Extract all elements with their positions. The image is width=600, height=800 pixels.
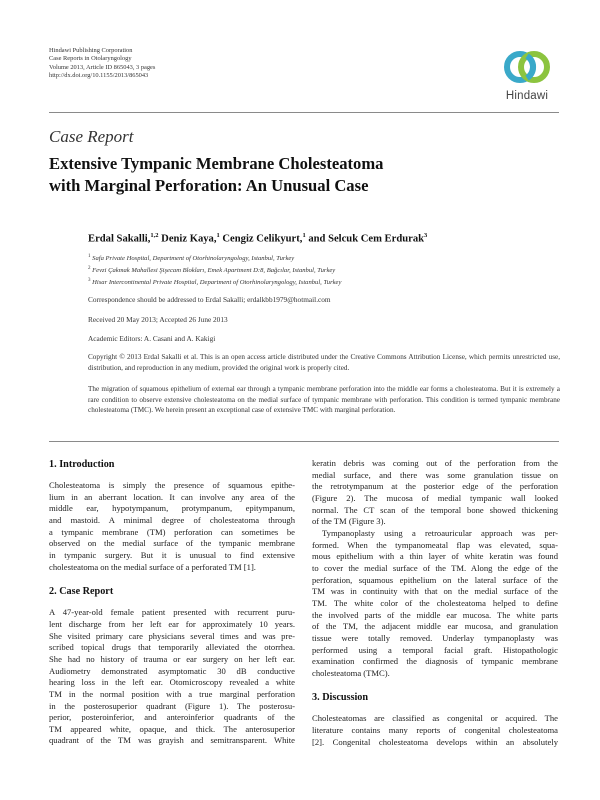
body-line: perior, posteroinferior, and anteroinferior quadrants of the	[49, 712, 295, 723]
body-line: of the TM, the adjacent middle ear mucosa, and granulation	[312, 621, 558, 632]
article-title	[49, 153, 569, 197]
body-line: observed on the medial surface of the tympanic membrane	[49, 538, 295, 549]
body-line: She had no history of trauma or ear surgery on her left ear.	[49, 653, 295, 664]
copyright-notice: Copyright © 2013 Erdal Sakalli et al. This is an open access article distributed under the Creative Commons Attribution License, which permits unrestricted use, distribution, and reproduction in any medium, provided the original work is properly cited.	[88, 353, 560, 372]
body-line: medial surface, and there was some granulation tissue on	[312, 469, 558, 480]
affiliation-2	[88, 266, 335, 274]
left-column	[49, 458, 295, 747]
author-affil-mark: 1,2	[150, 232, 159, 239]
section-heading-discussion: 3. Discussion	[312, 692, 369, 704]
body-line: performed using a temporal facial graft. Histopathologic	[312, 644, 558, 655]
body-line: Cholesteatoma is simply the presence of squamous epithe-	[49, 480, 295, 490]
title-line-2: with Marginal Perforation: An Unusual Case	[49, 176, 369, 195]
body-line: [2]. Congenital cholesteatoma develops within an absolutely	[312, 736, 558, 747]
body-line: and mastoid. A minimal degree of cholesteatoma through	[49, 514, 295, 525]
author-affil-mark: 1	[216, 232, 220, 239]
abstract-divider	[49, 441, 559, 442]
body-line: hearing loss in the left ear. Otomicroscopy revealed a white	[49, 677, 295, 688]
body-line: the involved parts of the middle ear mucosa. The white parts	[312, 609, 558, 620]
publisher-name: Hindawi Publishing Corporation	[49, 47, 133, 54]
section-heading-introduction: 1. Introduction	[49, 459, 115, 470]
body-line: literature contains many reports of congenital cholesteatoma	[312, 725, 558, 736]
author-affil-mark: 1	[302, 232, 306, 239]
hindawi-logo	[497, 45, 557, 107]
body-line: keratin debris was coming out of the perforation from the	[312, 458, 558, 468]
body-line: scribed topical drugs that temporarily alleviated the otorrhea.	[49, 642, 295, 653]
affiliation-text: Fevzi Çakmak Mahallesi Şişecam Blokları, Emek Apartment D:8, Bağcılar, Istanbul, Turkey	[90, 267, 336, 275]
affiliation-number: 1	[88, 254, 91, 259]
body-line: TM appeared white, opaque, and thick. The anterosuperior	[49, 723, 295, 734]
body-line: lium in an aberrant location. It can involve any area of the	[49, 491, 295, 502]
body-line: cholesteatoma (TMC).	[312, 667, 390, 678]
body-line: formed. When the tympanomeatal flap was elevated, squa-	[312, 539, 558, 550]
body-line: TM in the normal position with a true marginal perforation	[49, 688, 295, 699]
abstract: The migration of squamous epithelium of external ear through a tympanic membrane perforation into the middle ear forms a cholesteatoma. But it is extremely a rare condition to observe extensive cholesteatoma on the medial surface of tympanic membrane with perforation. This condition is termed tympanic membrane cholesteatoma (TMC). We herein present an exceptional case of extensive TMC with marginal perforation.	[88, 385, 560, 415]
body-line: A 47-year-old female patient presented with recurrent puru-	[49, 607, 295, 618]
body-line: normal. The CT scan of the temporal bone showed thickening	[312, 504, 558, 515]
volume-info: Volume 2013, Article ID 865043, 3 pages	[49, 63, 156, 71]
body-line: (Figure 2). The mucosa of medial tympanic wall looked	[312, 492, 558, 503]
body-line: a tympanic membrane (TM) perforation can sometimes be	[49, 526, 295, 537]
section-gap	[49, 573, 295, 585]
section-heading-case-report: 2. Case Report	[49, 586, 114, 598]
right-column	[312, 458, 558, 748]
affiliation-1	[88, 254, 294, 262]
header-divider	[49, 112, 559, 113]
hindawi-logo-icon	[497, 45, 557, 89]
affiliation-3	[88, 278, 341, 286]
body-line: of the TM (Figure 3).	[312, 516, 386, 527]
title-line-1: Extensive Tympanic Membrane Cholesteatoma	[49, 154, 384, 173]
correspondence-note: Correspondence should be addressed to Erdal Sakalli; erdalkbb1979@hotmail.com	[88, 295, 331, 304]
affiliation-text: Safa Private Hospital, Department of Otorhinolaryngology, Istanbul, Turkey	[90, 255, 295, 263]
journal-name: Case Reports in Otolaryngology	[49, 55, 132, 63]
body-line: She visited primary care physicians several times and was pre-	[49, 630, 295, 641]
body-line: lent discharge from her left ear for approximately 10 years.	[49, 618, 295, 629]
journal-meta	[49, 47, 155, 81]
author-name: Deniz Kaya,	[158, 233, 217, 245]
body-line: the retrotympanum at the posterior edge of the perforation	[312, 481, 558, 492]
author-list	[88, 232, 427, 245]
author-affil-mark: 3	[424, 232, 428, 239]
body-line: examination confirmed the diagnosis of tympanic membrane	[312, 656, 558, 667]
section-gap	[312, 679, 558, 691]
body-line: to cover the medial surface of the TM. Along the edge of the	[312, 562, 558, 573]
body-line: tissue were totally removed. Underlay tympanoplasty was	[312, 632, 558, 643]
body-line: in tympanic surgery. But it is unusual to find extensive	[49, 549, 295, 560]
academic-editors: Academic Editors: A. Casani and A. Kakigi	[88, 334, 216, 343]
article-type: Case Report	[49, 127, 134, 146]
author-name: and Selcuk Cem Erdurak	[305, 233, 425, 245]
body-line: Tympanoplasty using a retroauricular approach was per-	[322, 527, 558, 538]
body-line: TM. The white color of the cholesteatoma helped to define	[312, 597, 558, 608]
affiliation-number: 3	[88, 278, 91, 283]
body-line: in the posterosuperior quadrant (Figure 1). The posterosu-	[49, 700, 295, 711]
body-line: middle ear, hypotympanum, protympanum, epitympanum,	[49, 503, 295, 514]
body-line: Audiometry demonstrated asymptomatic 30 dB conductive	[49, 665, 295, 676]
author-name: Cengiz Celikyurt,	[219, 233, 303, 245]
body-line: perforation, squamous epithelium on the lateral surface of the	[312, 574, 558, 585]
body-line: Cholesteatomas are classified as congenital or acquired. The	[312, 713, 558, 724]
affiliation-number: 2	[88, 266, 91, 271]
received-dates: Received 20 May 2013; Accepted 26 June 2013	[88, 315, 228, 324]
body-line: cholesteatoma on the medial surface of a perforated TM [1].	[49, 561, 256, 572]
body-line: TM was in continuity with that on the medial surface of the	[312, 586, 558, 597]
body-line: mous epithelium with a thin layer of white keratin was found	[312, 551, 558, 562]
body-line: quadrant of the TM was grayish and semitransparent. White	[49, 735, 295, 746]
affiliation-text: Hisar Intercontinental Private Hospital, Department of Otorhinolaryngology, Istanbul, Turkey	[90, 279, 342, 287]
author-name: Erdal Sakalli,	[88, 233, 151, 245]
doi-link[interactable]: http://dx.doi.org/10.1155/2013/865043	[49, 72, 149, 80]
hindawi-wordmark: Hindawi	[505, 90, 549, 102]
